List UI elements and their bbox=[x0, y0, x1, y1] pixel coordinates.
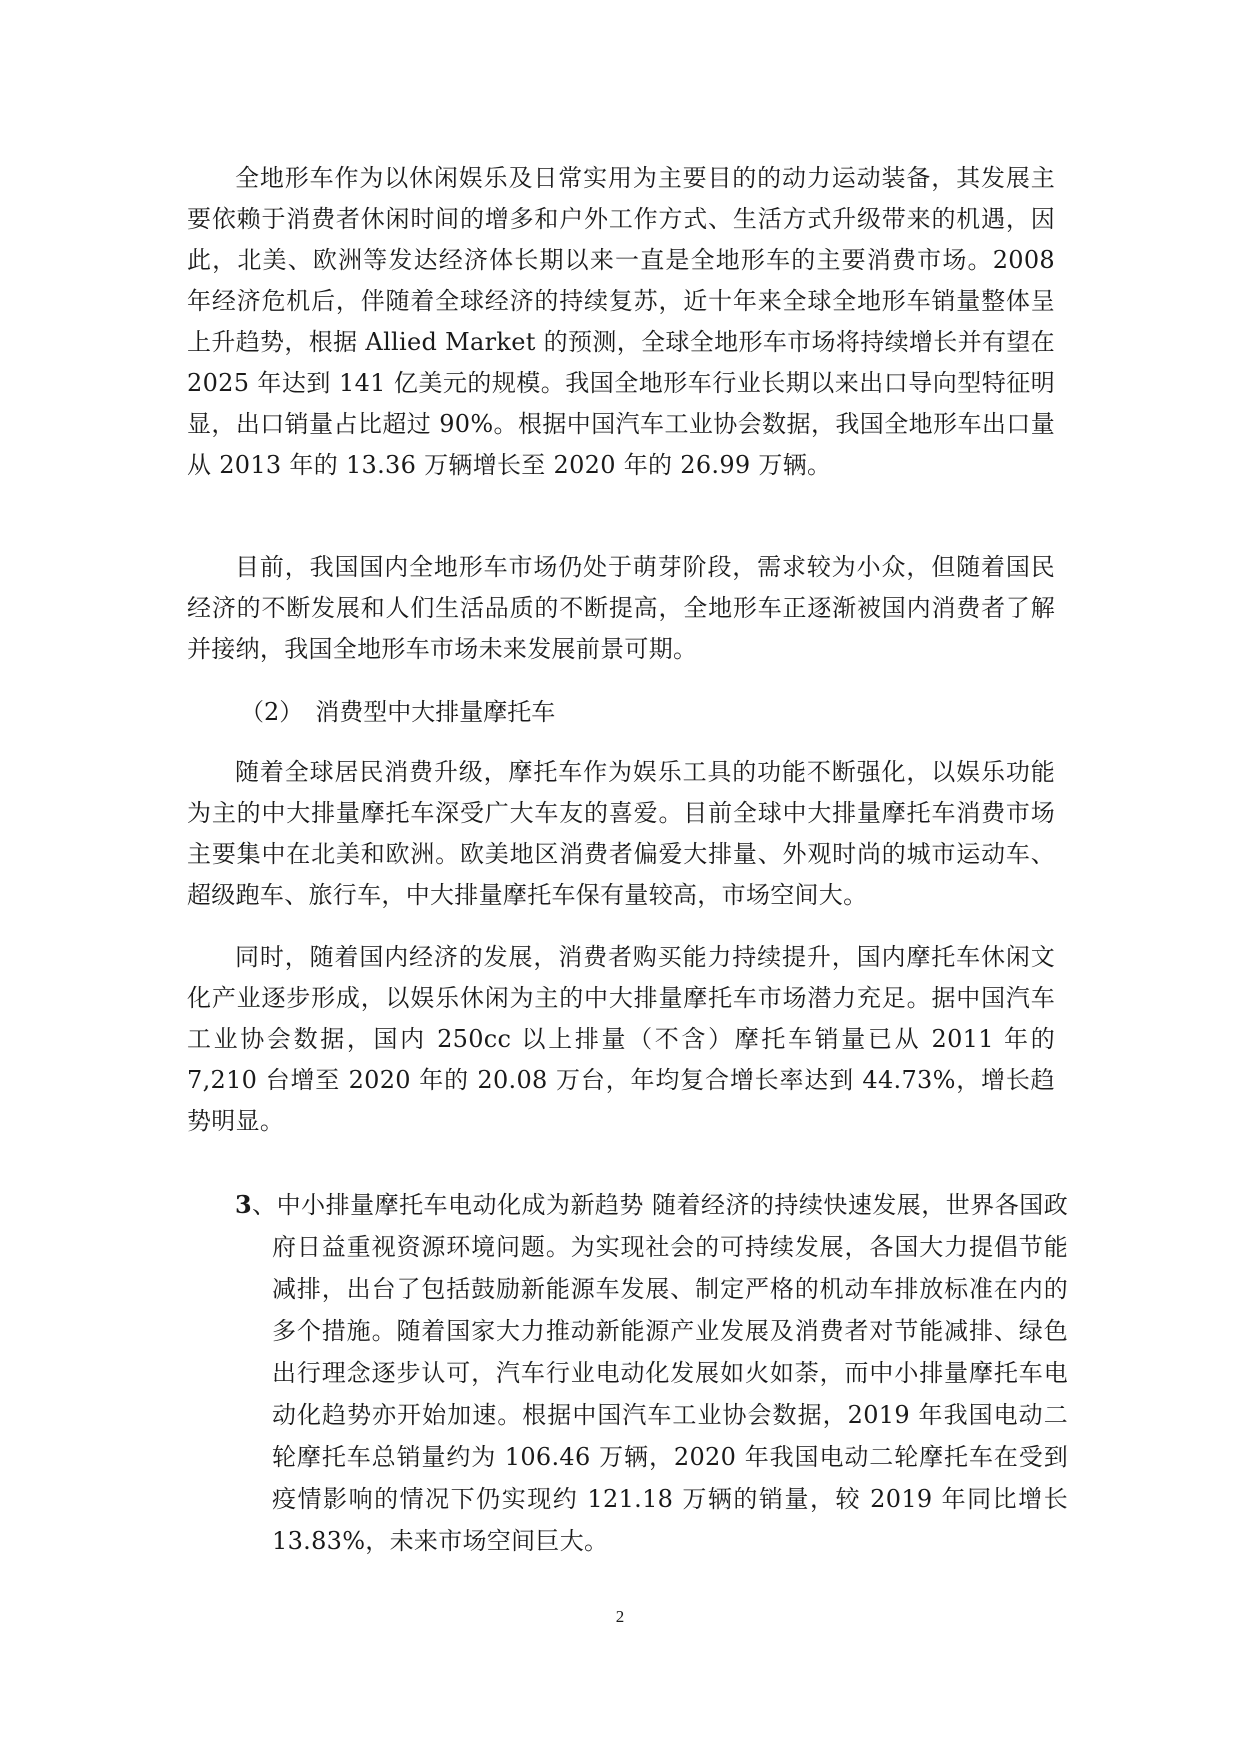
list-item-3 bbox=[235, 1184, 1068, 1562]
page-number: 2 bbox=[615, 1607, 625, 1626]
list-item-number: 3 bbox=[235, 1190, 252, 1219]
paragraph-atv-market: 全地形车作为以休闲娱乐及日常实用为主要目的的动力运动装备，其发展主要依赖于消费者休闲时间的增多和户外工作方式、生活方式升级带来的机遇，因此，北美、欧洲等发达经济体长期以来一直是全地形车的主要消费市场。2008 年经济危机后，伴随着全球经济的持续复苏，近十年来全球全地形车销量整体呈上升趋势，根据 Allied Market 的预测，全球全地形车市场将持续增长并有望在 2025 年达到 141 亿美元的规模。我国全地形车行业长期以来出口导向型特征明显，出口销量占比超过 90%。根据中国汽车工业协会数据，我国全地形车出口量从 2013 年的 13.36 万辆增长至 2020 年的 26.99 万辆。 bbox=[187, 164, 1055, 479]
paragraph-domestic-atv: 目前，我国国内全地形车市场仍处于萌芽阶段，需求较为小众，但随着国民经济的不断发展和人们生活品质的不断提高，全地形车正逐渐被国内消费者了解并接纳，我国全地形车市场未来发展前景可期。 bbox=[187, 553, 1055, 663]
paragraph-motorcycle-consumption: 随着全球居民消费升级，摩托车作为娱乐工具的功能不断强化，以娱乐功能为主的中大排量摩托车深受广大车友的喜爱。目前全球中大排量摩托车消费市场主要集中在北美和欧洲。欧美地区消费者偏爱大排量、外观时尚的城市运动车、超级跑车、旅行车，中大排量摩托车保有量较高，市场空间大。 bbox=[187, 758, 1055, 909]
paragraph-domestic-motorcycle: 同时，随着国内经济的发展，消费者购买能力持续提升，国内摩托车休闲文化产业逐步形成，以娱乐休闲为主的中大排量摩托车市场潜力充足。据中国汽车工业协会数据，国内 250cc 以上排量（不含）摩托车销量已从 2011 年的 7,210 台增至 2020 年的 20.08 万台，年均复合增长率达到 44.73%，增长趋势明显。 bbox=[187, 943, 1055, 1135]
section-subheading: （2） 消费型中大排量摩托车 bbox=[240, 698, 556, 726]
list-item-text: 、中小排量摩托车电动化成为新趋势 随着经济的持续快速发展，世界各国政府日益重视资源环境问题。为实现社会的可持续发展，各国大力提倡节能减排，出台了包括鼓励新能源车发展、制定严格的机动车排放标准在内的多个措施。随着国家大力推动新能源产业发展及消费者对节能减排、绿色出行理念逐步认可，汽车行业电动化发展如火如荼，而中小排量摩托车电动化趋势亦开始加速。根据中国汽车工业协会数据，2019 年我国电动二轮摩托车总销量约为 106.46 万辆，2020 年我国电动二轮摩托车在受到疫情影响的情况下仍实现约 121.18 万辆的销量，较 2019 年同比增长 13.83%，未来市场空间巨大。 bbox=[252, 1191, 1068, 1555]
